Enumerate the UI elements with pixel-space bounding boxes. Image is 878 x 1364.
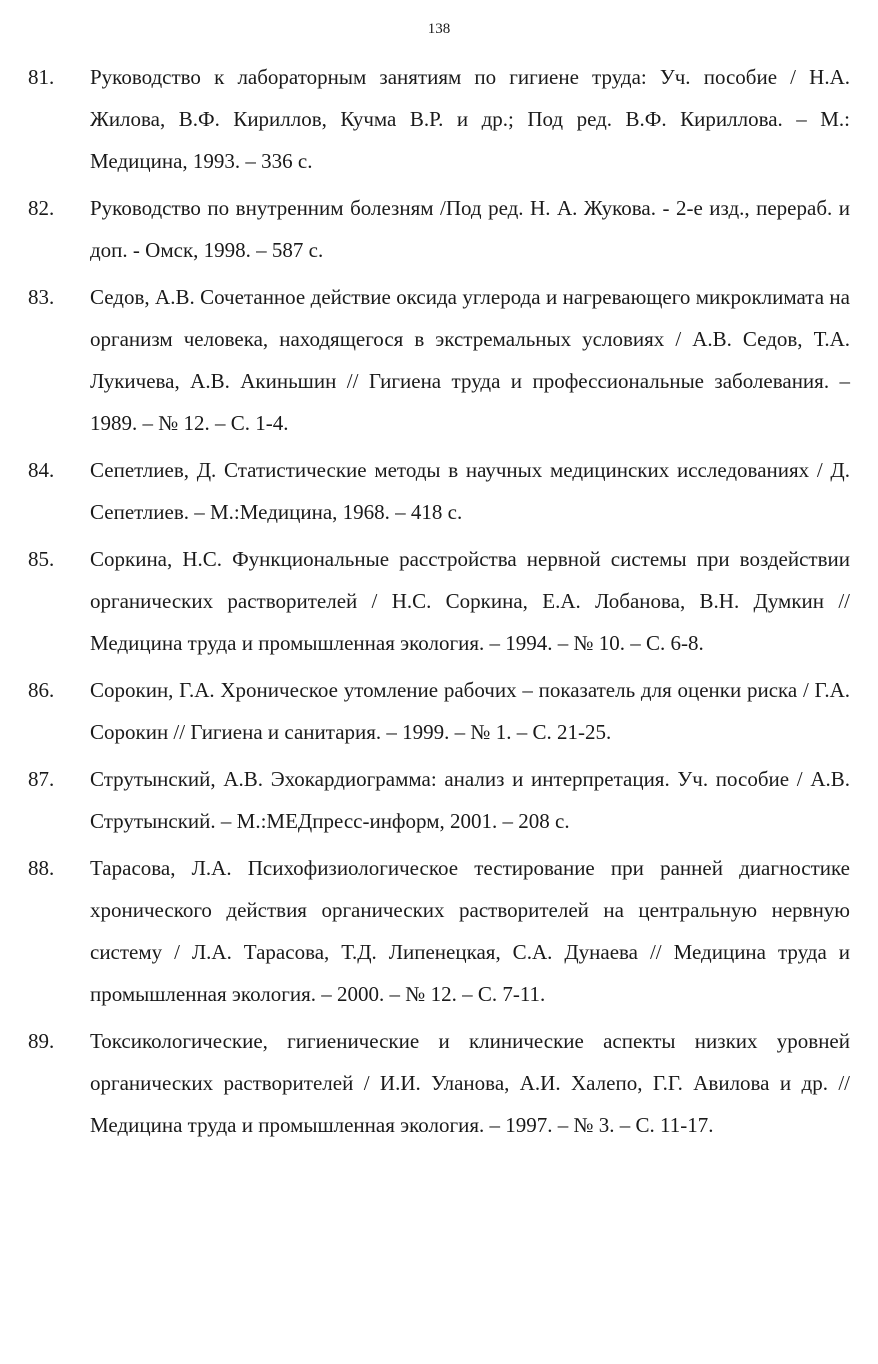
reference-item bbox=[28, 1020, 850, 1146]
reference-text: Седов, А.В. Сочетанное действие оксида углерода и нагревающего микроклимата на организм человека, находящегося в экстремальных условиях / А.В. Седов, Т.А. Лукичева, А.В. Акиньшин // Гигиена труда и профессиональные заболевания. – 1989. – № 12. – С. 1-4. bbox=[90, 285, 850, 435]
reference-list bbox=[28, 56, 850, 1151]
reference-number: 89. bbox=[28, 1029, 55, 1053]
reference-number: 83. bbox=[28, 285, 55, 309]
reference-text: Тарасова, Л.А. Психофизиологическое тестирование при ранней диагностике хронического действия органических растворителей на центральную нервную систему / Л.А. Тарасова, Т.Д. Липенецкая, С.А. Дунаева // Медицина труда и промышленная экология. – 2000. – № 12. – С. 7-11. bbox=[90, 856, 850, 1006]
reference-item bbox=[28, 449, 850, 533]
page-number: 138 bbox=[427, 21, 451, 37]
reference-text: Руководство по внутренним болезням /Под ред. Н. А. Жукова. - 2-е изд., перераб. и доп. - Омск, 1998. – 587 с. bbox=[90, 196, 850, 262]
reference-text: Сорокин, Г.А. Хроническое утомление рабочих – показатель для оценки риска / Г.А. Сорокин // Гигиена и санитария. – 1999. – № 1. – С. 21-25. bbox=[90, 678, 850, 744]
reference-item bbox=[28, 187, 850, 271]
reference-text: Сепетлиев, Д. Статистические методы в научных медицинских исследованиях / Д. Сепетлиев. – М.:Медицина, 1968. – 418 с. bbox=[90, 458, 850, 524]
reference-item bbox=[28, 538, 850, 664]
reference-item bbox=[28, 758, 850, 842]
reference-item bbox=[28, 56, 850, 182]
reference-number: 81. bbox=[28, 65, 55, 89]
reference-item bbox=[28, 276, 850, 444]
reference-number: 82. bbox=[28, 196, 55, 220]
reference-item bbox=[28, 669, 850, 753]
reference-number: 85. bbox=[28, 547, 55, 571]
reference-number: 84. bbox=[28, 458, 55, 482]
reference-text: Руководство к лабораторным занятиям по гигиене труда: Уч. пособие / Н.А. Жилова, В.Ф. Кириллов, Кучма В.Р. и др.; Под ред. В.Ф. Кириллова. – М.: Медицина, 1993. – 336 с. bbox=[90, 65, 850, 173]
reference-item bbox=[28, 847, 850, 1015]
reference-text: Токсикологические, гигиенические и клинические аспекты низких уровней органических растворителей / И.И. Уланова, А.И. Халепо, Г.Г. Авилова и др. // Медицина труда и промышленная экология. – 1997. – № 3. – С. 11-17. bbox=[90, 1029, 850, 1137]
reference-number: 88. bbox=[28, 856, 55, 880]
reference-text: Соркина, Н.С. Функциональные расстройства нервной системы при воздействии органических растворителей / Н.С. Соркина, Е.А. Лобанова, В.Н. Думкин // Медицина труда и промышленная экология. – 1994. – № 10. – С. 6-8. bbox=[90, 547, 850, 655]
reference-text: Струтынский, А.В. Эхокардиограмма: анализ и интерпретация. Уч. пособие / А.В. Струтынский. – М.:МЕДпресс-информ, 2001. – 208 с. bbox=[90, 767, 850, 833]
reference-number: 87. bbox=[28, 767, 55, 791]
reference-number: 86. bbox=[28, 678, 55, 702]
